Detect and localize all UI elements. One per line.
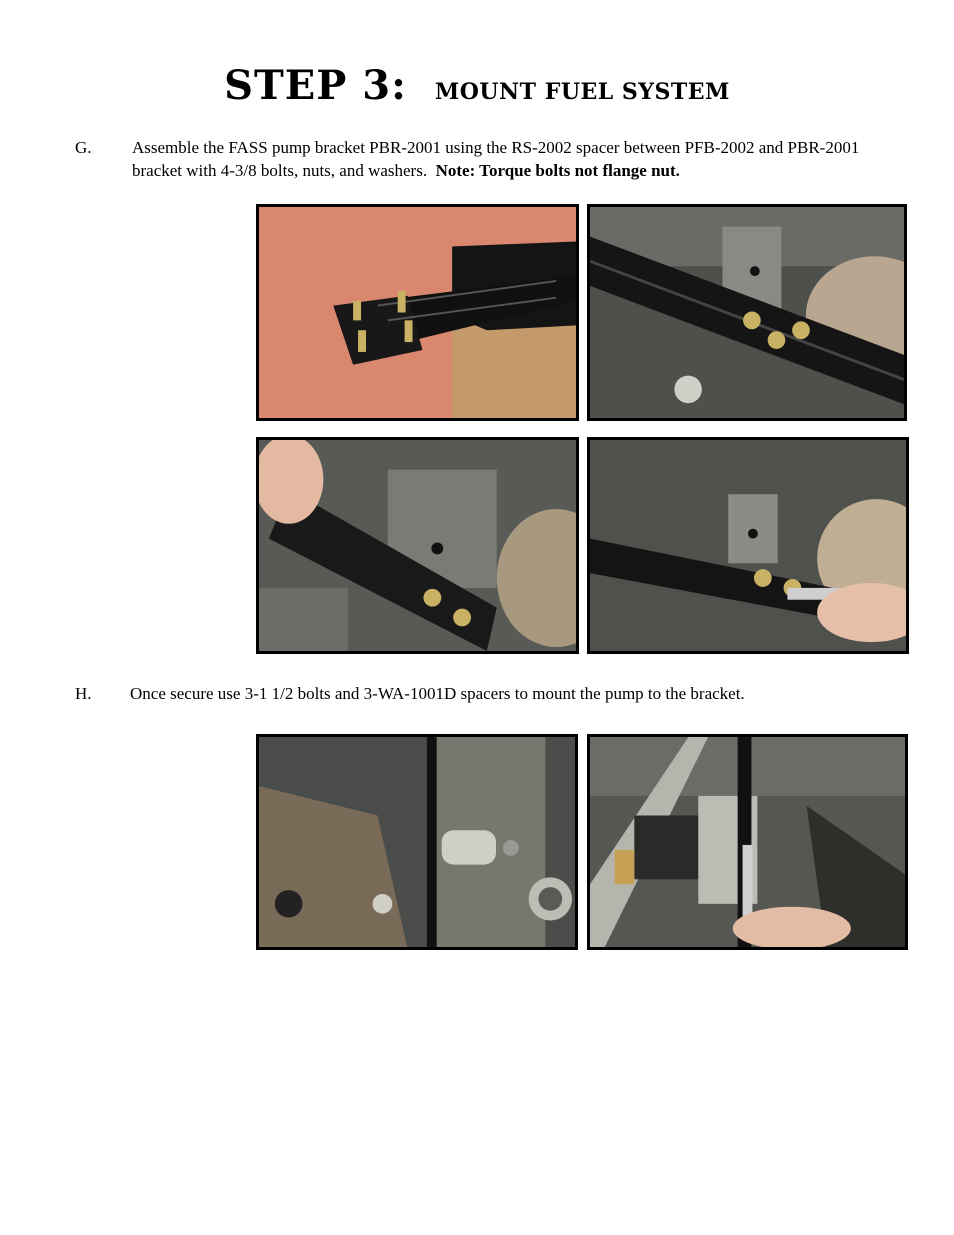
photo-bracket-on-cardboard: [256, 204, 579, 421]
photo-wrench-on-pump: [587, 734, 908, 950]
photo-pump-mounted: [256, 734, 578, 950]
photo-bracket-bolted-frame: [587, 204, 907, 421]
step-g-text: [132, 136, 910, 182]
step-subtitle: MOUNT FUEL SYSTEM: [434, 79, 730, 105]
step-h-text: Once secure use 3-1 1/2 bolts and 3-WA-1001D spacers to mount the pump to the bracket.: [130, 684, 745, 703]
photo-positioning-bracket: [256, 437, 579, 654]
photo-tightening-bolts: [587, 437, 909, 654]
step-h-letter: H.: [75, 684, 92, 703]
step-g-note: Note: Torque bolts not flange nut.: [435, 161, 680, 180]
step-h-paragraph: [75, 682, 910, 705]
step-g-instruction: Assemble the FASS pump bracket PBR-2001 using the RS-2002 spacer between PFB-2002 and PBR-2001 bracket with 4-3/8 bolts, nuts, and washers.: [132, 138, 860, 180]
step-heading: STEP 3:: [224, 62, 407, 109]
step-g-letter: G.: [75, 138, 92, 157]
page-title: [0, 62, 954, 109]
step-g-paragraph: [75, 136, 910, 182]
